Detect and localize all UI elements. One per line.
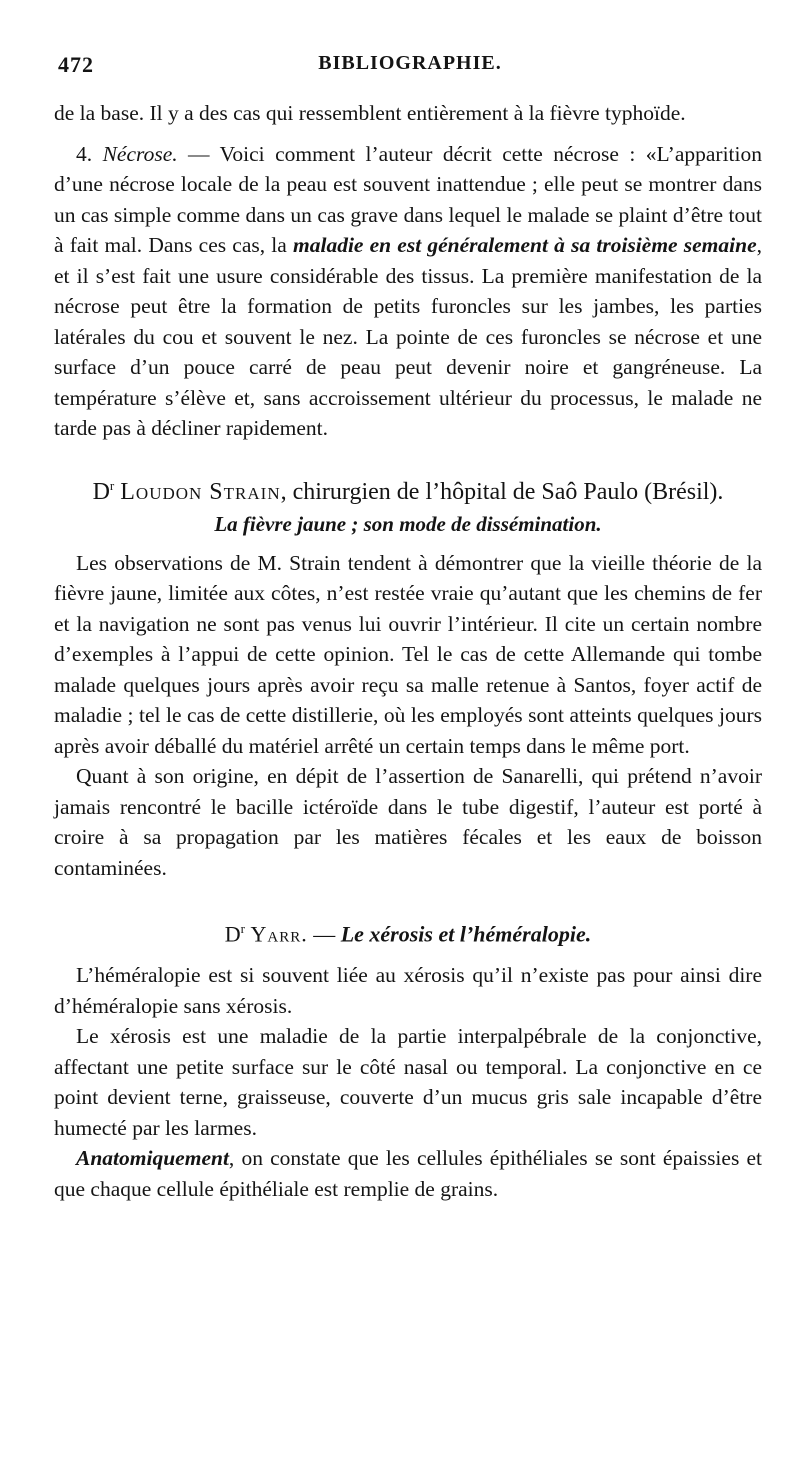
paragraph-text: , et il s’est fait une usure considérable des tissus. La première manifestation de la nécrose peut être la formation de petits furoncles sur les jambes, les parties latérales du cou et souvent le nez. La pointe de ces furoncles se nécrose et une surface d’un pouce carré de peau peut devenir noire et gangréneuse. La température s’élève et, sans accroissement ultérieur du processus, le malade ne tarde pas à décliner rapidement. xyxy=(54,233,762,440)
doctor-sup: r xyxy=(240,921,245,936)
item-term: Nécrose. xyxy=(102,141,178,166)
paragraph-text: — Voici comment l’auteur décrit cette nécrose : «L’apparition d’une nécrose locale de la peau est souvent inattendue ; elle peut se montrer dans un cas simple comme dans un cas grave dans lequel le malade se plaint d’être tout à fait mal. Dans ces cas, la xyxy=(54,141,763,257)
paragraph: Le xérosis est une maladie de la partie interpalpébrale de la conjonctive, affectant une petite surface sur le côté nasal ou temporal. La conjonctive en ce point devient terne, graisseuse, couverte d’un mucus gris sale incapable d’être humecté par les larmes. xyxy=(54,1024,762,1140)
paragraph: Les observations de M. Strain tendent à démontrer que la vieille théorie de la fièvre jaune, limitée aux côtes, n’est restée vraie qu’autant que les chemins de fer et la navigation ne sont pas venus lui ouvrir l’intérieur. Il cite un certain nombre d’exemples à l’appui de cette opinion. Tel le cas de cette Allemande qui tombe malade quelques jours après avoir reçu sa malle retenue à Santos, foyer actif de maladie ; tel le cas de cette distillerie, où les employés sont atteints quelques jours après avoir déballé du matériel arrêté un certain temps dans le même port. xyxy=(54,550,762,758)
paragraph: L’héméralopie est si souvent liée au xérosis qu’il n’existe pas pour ainsi dire d’héméralopie sans xérosis. xyxy=(54,963,762,1018)
doctor-abbrev: D xyxy=(92,478,110,505)
paragraph-necrose xyxy=(54,139,762,444)
section-heading-strain xyxy=(54,470,762,508)
item-number: 4. xyxy=(76,141,93,166)
doctor-abbrev: D xyxy=(224,921,241,947)
paragraph-continuation: de la base. Il y a des cas qui ressemblent entièrement à la fièvre typhoïde. xyxy=(54,101,686,125)
paragraph: Quant à son origine, en dépit de l’assertion de Sanarelli, qui prétend n’avoir jamais rencontré le bacille ictéroïde dans le tube digestif, l’auteur est porté à croire à sa propagation par les matières fécales et les eaux de boisson contaminées. xyxy=(54,764,762,880)
section-heading-yarr xyxy=(54,913,762,950)
author-name: Yarr. xyxy=(250,921,308,947)
article-title: Le xérosis et l’héméralopie. xyxy=(340,921,592,947)
page-header xyxy=(58,52,762,88)
running-title: BIBLIOGRAPHIE. xyxy=(318,52,502,74)
article-title: La fièvre jaune ; son mode de dissémination. xyxy=(214,511,602,536)
emphasis-text: maladie en est généralement à sa troisième semaine xyxy=(293,233,757,257)
page-number: 472 xyxy=(58,52,94,77)
paragraph-text: , on constate que les cellules épithéliales se sont épaissies et que chaque cellule épithéliale est remplie de grains. xyxy=(54,1146,762,1201)
doctor-sup: r xyxy=(109,477,115,493)
author-name: Loudon Strain xyxy=(120,478,281,505)
lead-word: Anatomiquement xyxy=(76,1146,229,1171)
page-body xyxy=(54,98,762,1204)
paragraph xyxy=(54,1143,762,1204)
author-affiliation: , chirurgien de l’hôpital de Saô Paulo (Brésil). xyxy=(280,478,724,505)
title-dash: — xyxy=(307,921,341,947)
